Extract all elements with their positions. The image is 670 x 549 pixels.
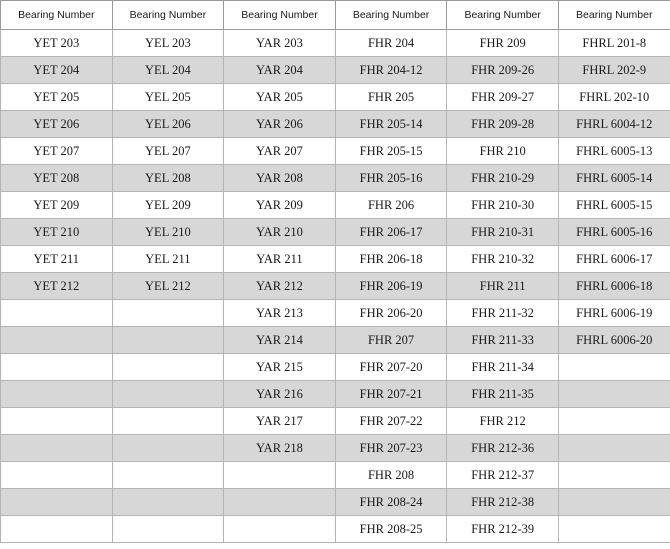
table-cell: FHRL 6006-19 (558, 300, 670, 327)
table-cell (1, 462, 113, 489)
table-row (1, 435, 670, 462)
table-cell: YET 204 (1, 57, 113, 84)
table-cell (112, 354, 224, 381)
table-cell: YAR 214 (224, 327, 336, 354)
table-cell: YET 203 (1, 30, 113, 57)
table-cell: YAR 210 (224, 219, 336, 246)
table-cell: YAR 213 (224, 300, 336, 327)
table-cell (558, 354, 670, 381)
table-cell: YEL 209 (112, 192, 224, 219)
table-cell: FHR 211-32 (447, 300, 559, 327)
table-cell: FHR 205-16 (335, 165, 447, 192)
table-cell: YET 207 (1, 138, 113, 165)
table-cell: FHR 208 (335, 462, 447, 489)
table-cell: YEL 203 (112, 30, 224, 57)
table-cell: FHR 210 (447, 138, 559, 165)
table-cell: FHR 210-30 (447, 192, 559, 219)
table-cell: YAR 217 (224, 408, 336, 435)
table-row (1, 192, 670, 219)
table-cell (1, 516, 113, 543)
table-cell: FHR 206-20 (335, 300, 447, 327)
table-cell (1, 300, 113, 327)
table-cell: FHRL 6005-16 (558, 219, 670, 246)
table-cell: YAR 211 (224, 246, 336, 273)
table-cell (1, 435, 113, 462)
table-cell (224, 462, 336, 489)
table-cell (112, 300, 224, 327)
table-cell (1, 381, 113, 408)
table-cell (224, 489, 336, 516)
table-cell: FHR 204 (335, 30, 447, 57)
column-header-4: Bearing Number (335, 1, 447, 30)
table-cell: YEL 204 (112, 57, 224, 84)
table-cell (112, 435, 224, 462)
table-cell: YAR 216 (224, 381, 336, 408)
table-cell: FHR 207 (335, 327, 447, 354)
table-cell: FHR 205-14 (335, 111, 447, 138)
table-cell: YAR 204 (224, 57, 336, 84)
table-cell: FHR 205-15 (335, 138, 447, 165)
table-cell: FHR 208-25 (335, 516, 447, 543)
table-row (1, 462, 670, 489)
table-row (1, 165, 670, 192)
table-cell: FHR 206 (335, 192, 447, 219)
table-row (1, 138, 670, 165)
table-cell: FHR 204-12 (335, 57, 447, 84)
table-cell: YAR 203 (224, 30, 336, 57)
table-cell: YET 212 (1, 273, 113, 300)
table-row (1, 354, 670, 381)
table-cell: FHR 210-29 (447, 165, 559, 192)
table-cell: YET 206 (1, 111, 113, 138)
column-header-1: Bearing Number (1, 1, 113, 30)
table-cell: FHR 207-22 (335, 408, 447, 435)
table-cell: FHR 211-35 (447, 381, 559, 408)
column-header-3: Bearing Number (224, 1, 336, 30)
table-cell: YAR 206 (224, 111, 336, 138)
table-cell (112, 516, 224, 543)
table-cell: FHR 207-23 (335, 435, 447, 462)
table-cell: YAR 205 (224, 84, 336, 111)
table-cell: FHRL 6005-13 (558, 138, 670, 165)
table-cell: FHR 210-32 (447, 246, 559, 273)
table-row (1, 111, 670, 138)
table-cell (558, 381, 670, 408)
table-cell: YEL 212 (112, 273, 224, 300)
table-cell: FHR 211-34 (447, 354, 559, 381)
table-cell: YEL 211 (112, 246, 224, 273)
table-cell: FHR 212-38 (447, 489, 559, 516)
table-cell: YET 209 (1, 192, 113, 219)
table-row (1, 246, 670, 273)
table-row (1, 381, 670, 408)
table-cell: FHR 208-24 (335, 489, 447, 516)
table-cell: FHRL 6006-17 (558, 246, 670, 273)
table-cell: FHR 211 (447, 273, 559, 300)
table-row (1, 84, 670, 111)
table-row (1, 273, 670, 300)
table-row (1, 300, 670, 327)
table-cell: YET 205 (1, 84, 113, 111)
table-cell: YEL 208 (112, 165, 224, 192)
table-row (1, 57, 670, 84)
table-cell: FHR 207-20 (335, 354, 447, 381)
table-cell (1, 408, 113, 435)
table-cell: FHRL 6006-20 (558, 327, 670, 354)
table-cell: YET 211 (1, 246, 113, 273)
table-row (1, 489, 670, 516)
table-cell: FHR 209-28 (447, 111, 559, 138)
table-cell: FHRL 6006-18 (558, 273, 670, 300)
table-row (1, 219, 670, 246)
table-cell: YAR 212 (224, 273, 336, 300)
table-cell: FHR 209-27 (447, 84, 559, 111)
table-cell (558, 435, 670, 462)
table-cell (558, 489, 670, 516)
column-header-2: Bearing Number (112, 1, 224, 30)
table-row (1, 30, 670, 57)
table-cell: YAR 209 (224, 192, 336, 219)
table-cell (1, 489, 113, 516)
table-cell: YAR 218 (224, 435, 336, 462)
table-cell (1, 354, 113, 381)
table-cell: FHR 206-19 (335, 273, 447, 300)
table-cell: FHR 212-36 (447, 435, 559, 462)
table-cell: YET 210 (1, 219, 113, 246)
table-cell (558, 408, 670, 435)
table-cell: FHRL 6005-15 (558, 192, 670, 219)
table-cell: YEL 205 (112, 84, 224, 111)
table-cell: FHR 210-31 (447, 219, 559, 246)
table-cell: YAR 208 (224, 165, 336, 192)
table-cell (112, 489, 224, 516)
table-cell: FHR 209 (447, 30, 559, 57)
table-row (1, 516, 670, 543)
table-cell: FHR 206-17 (335, 219, 447, 246)
table-cell (112, 381, 224, 408)
table-cell: FHR 212-37 (447, 462, 559, 489)
table-cell: FHR 212 (447, 408, 559, 435)
table-cell: FHRL 202-10 (558, 84, 670, 111)
table-cell: FHR 209-26 (447, 57, 559, 84)
table-cell: FHRL 6004-12 (558, 111, 670, 138)
table-cell: FHR 205 (335, 84, 447, 111)
table-cell: YAR 215 (224, 354, 336, 381)
table-cell: FHRL 201-8 (558, 30, 670, 57)
table-cell: FHR 211-33 (447, 327, 559, 354)
table-cell (112, 462, 224, 489)
table-cell: YEL 210 (112, 219, 224, 246)
table-cell: YET 208 (1, 165, 113, 192)
column-header-5: Bearing Number (447, 1, 559, 30)
table-cell (558, 516, 670, 543)
table-cell: YEL 207 (112, 138, 224, 165)
table-row (1, 327, 670, 354)
table-body (1, 30, 670, 543)
table-cell: FHR 207-21 (335, 381, 447, 408)
table-cell (558, 462, 670, 489)
table-cell: YAR 207 (224, 138, 336, 165)
table-cell: FHRL 202-9 (558, 57, 670, 84)
table-cell: FHRL 6005-14 (558, 165, 670, 192)
table-cell (224, 516, 336, 543)
column-header-6: Bearing Number (558, 1, 670, 30)
table-cell: YEL 206 (112, 111, 224, 138)
table-row (1, 408, 670, 435)
table-cell (112, 327, 224, 354)
table-cell (112, 408, 224, 435)
table-cell: FHR 206-18 (335, 246, 447, 273)
table-cell (1, 327, 113, 354)
table-header-row (1, 1, 670, 30)
table-cell: FHR 212-39 (447, 516, 559, 543)
